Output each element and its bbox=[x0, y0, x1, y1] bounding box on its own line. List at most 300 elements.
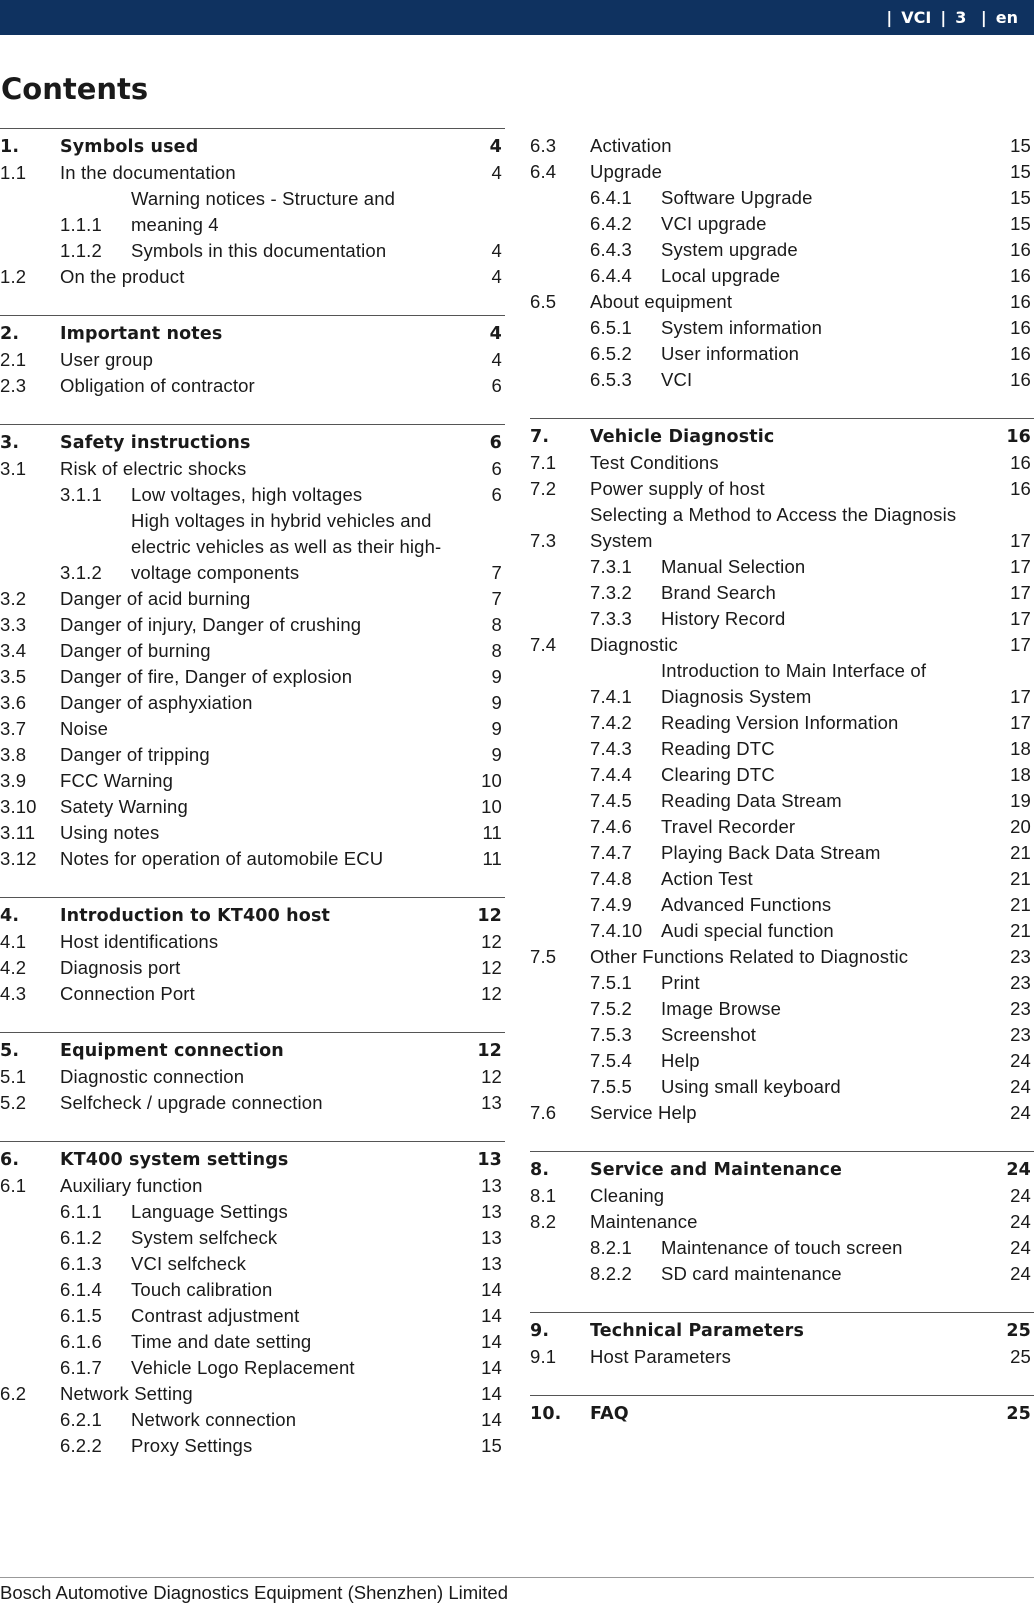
toc-entry-page: 12 bbox=[481, 931, 502, 952]
toc-entry-title: Host identifications bbox=[60, 931, 219, 952]
toc-entry[interactable] bbox=[530, 341, 1034, 367]
toc-entry-page: 24 bbox=[1006, 1160, 1031, 1180]
toc-entry-title: Danger of asphyxiation bbox=[60, 692, 253, 713]
toc-entry[interactable] bbox=[530, 367, 1034, 393]
toc-entry-title: Language Settings bbox=[131, 1201, 288, 1222]
toc-entry-page: 24 bbox=[1010, 1211, 1031, 1232]
toc-entry[interactable] bbox=[530, 788, 1034, 814]
toc-entry-title: User information bbox=[661, 343, 800, 364]
toc-entry-title: Network Setting bbox=[60, 1383, 193, 1404]
toc-entry-title: Technical Parameters bbox=[590, 1321, 805, 1341]
toc-entry[interactable] bbox=[530, 996, 1034, 1022]
toc-section bbox=[0, 315, 505, 399]
toc-entry-title: Warning notices - Structure and meaning 4 bbox=[131, 188, 396, 235]
toc-entry-title: Low voltages, high voltages bbox=[131, 484, 363, 505]
toc-entry-page: 4 bbox=[489, 137, 502, 157]
toc-entry-number: 5. bbox=[0, 1041, 20, 1061]
toc-entry[interactable] bbox=[0, 638, 505, 664]
toc-entry[interactable] bbox=[530, 840, 1034, 866]
toc-entry-title: Audi special function bbox=[661, 920, 834, 941]
toc-entry-page: 13 bbox=[481, 1175, 502, 1196]
toc-entry-number: 7.4 bbox=[530, 634, 557, 655]
toc-entry[interactable] bbox=[530, 315, 1034, 341]
toc-entry-title: In the documentation bbox=[60, 162, 236, 183]
header-product: VCI bbox=[901, 8, 932, 27]
toc-entry[interactable] bbox=[530, 185, 1034, 211]
toc-entry-page: 7 bbox=[491, 562, 502, 583]
toc-entry-title: Important notes bbox=[60, 324, 223, 344]
toc-entry[interactable] bbox=[0, 664, 505, 690]
toc-entry-title: Connection Port bbox=[60, 983, 195, 1004]
toc-entry-page: 14 bbox=[481, 1331, 502, 1352]
toc-entry-title: Print bbox=[661, 972, 700, 993]
toc-entry[interactable] bbox=[530, 892, 1034, 918]
footer-company: Bosch Automotive Diagnostics Equipment (Shenzhen) Limited bbox=[0, 1582, 508, 1603]
toc-entry-page: 25 bbox=[1010, 1346, 1031, 1367]
toc-entry-title: Power supply of host bbox=[590, 478, 765, 499]
toc-entry-number: 3.12 bbox=[0, 848, 37, 869]
toc-entry[interactable] bbox=[530, 159, 1034, 185]
toc-chapter-entry[interactable] bbox=[0, 134, 505, 160]
toc-entry-page: 21 bbox=[1010, 868, 1031, 889]
toc-entry-title: Advanced Functions bbox=[661, 894, 832, 915]
toc-entry-number: 6.5 bbox=[530, 291, 557, 312]
toc-entry[interactable] bbox=[530, 133, 1034, 159]
toc-chapter-entry[interactable] bbox=[530, 1157, 1034, 1183]
toc-entry-number: 6.1.7 bbox=[60, 1357, 102, 1378]
toc-entry-title: Maintenance bbox=[590, 1211, 698, 1232]
toc-entry-number: 7.4.6 bbox=[590, 816, 632, 837]
toc-entry-title: System upgrade bbox=[661, 239, 798, 260]
toc-entry[interactable] bbox=[530, 1261, 1034, 1287]
toc-entry[interactable] bbox=[0, 1329, 505, 1355]
toc-entry-number: 5.2 bbox=[0, 1092, 27, 1113]
toc-entry[interactable] bbox=[0, 929, 505, 955]
toc-entry-number: 3.2 bbox=[0, 588, 27, 609]
toc-entry-title: Danger of burning bbox=[60, 640, 211, 661]
toc-entry-number: 3.10 bbox=[0, 796, 37, 817]
toc-entry-number: 3.9 bbox=[0, 770, 27, 791]
toc-entry[interactable] bbox=[530, 606, 1034, 632]
toc-entry[interactable] bbox=[530, 632, 1034, 658]
toc-entry-page: 13 bbox=[481, 1227, 502, 1248]
toc-entry-title: Danger of fire, Danger of explosion bbox=[60, 666, 353, 687]
toc-entry-number: 7.4.10 bbox=[590, 920, 643, 941]
toc-entry-page: 23 bbox=[1010, 1024, 1031, 1045]
toc-entry-page: 17 bbox=[1010, 608, 1031, 629]
header-language: en bbox=[995, 8, 1018, 27]
toc-entry-number: 8.2 bbox=[530, 1211, 557, 1232]
toc-entry-title: Reading DTC bbox=[661, 738, 775, 759]
toc-entry-title: Noise bbox=[60, 718, 109, 739]
toc-entry-number: 4.2 bbox=[0, 957, 27, 978]
toc-entry-number: 6.4.1 bbox=[590, 187, 632, 208]
toc-entry[interactable] bbox=[530, 450, 1034, 476]
toc-entry-number: 7.3.1 bbox=[590, 556, 632, 577]
toc-entry-number: 8. bbox=[530, 1160, 550, 1180]
toc-entry-title: Local upgrade bbox=[661, 265, 781, 286]
header-separator: | bbox=[975, 8, 987, 27]
toc-entry-number: 3.4 bbox=[0, 640, 27, 661]
toc-entry-page: 8 bbox=[491, 614, 502, 635]
toc-entry-number: 6.1.4 bbox=[60, 1279, 102, 1300]
toc-entry-number: 10. bbox=[530, 1404, 562, 1424]
toc-entry-number: 7.4.4 bbox=[590, 764, 632, 785]
toc-entry[interactable] bbox=[0, 1173, 505, 1199]
toc-entry-page: 13 bbox=[481, 1092, 502, 1113]
toc-entry-title: Reading Data Stream bbox=[661, 790, 842, 811]
toc-section bbox=[530, 128, 1034, 393]
toc-entry-page: 24 bbox=[1010, 1050, 1031, 1071]
toc-entry[interactable] bbox=[530, 762, 1034, 788]
toc-entry-title: Proxy Settings bbox=[131, 1435, 253, 1456]
toc-entry[interactable] bbox=[530, 736, 1034, 762]
header-page-number: 3 bbox=[955, 8, 967, 27]
toc-chapter-entry[interactable] bbox=[530, 424, 1034, 450]
toc-entry-title: Using notes bbox=[60, 822, 160, 843]
toc-entry-number: 6.5.3 bbox=[590, 369, 632, 390]
toc-entry[interactable] bbox=[0, 373, 505, 399]
toc-entry-number: 6.1.3 bbox=[60, 1253, 102, 1274]
toc-chapter-entry[interactable] bbox=[0, 430, 505, 456]
toc-entry-page: 14 bbox=[481, 1279, 502, 1300]
toc-entry-number: 7.3.3 bbox=[590, 608, 632, 629]
toc-entry-title: FCC Warning bbox=[60, 770, 174, 791]
toc-entry-title: Playing Back Data Stream bbox=[661, 842, 881, 863]
toc-entry-page: 11 bbox=[482, 822, 502, 843]
toc-entry-number: 9.1 bbox=[530, 1346, 557, 1367]
toc-entry-title: Selecting a Method to Access the Diagnosis System bbox=[590, 504, 957, 551]
toc-entry-page: 23 bbox=[1010, 998, 1031, 1019]
page-title: Contents bbox=[1, 72, 149, 106]
toc-entry-title: Notes for operation of automobile ECU bbox=[60, 848, 384, 869]
toc-entry-number: 7.5 bbox=[530, 946, 557, 967]
toc-entry-title: Screenshot bbox=[661, 1024, 757, 1045]
toc-entry[interactable] bbox=[530, 502, 1034, 554]
toc-entry-number: 7.4.3 bbox=[590, 738, 632, 759]
toc-entry-title: Risk of electric shocks bbox=[60, 458, 247, 479]
toc-entry-page: 24 bbox=[1010, 1263, 1031, 1284]
toc-entry-page: 17 bbox=[1010, 582, 1031, 603]
toc-entry[interactable] bbox=[530, 1235, 1034, 1261]
toc-entry-page: 16 bbox=[1010, 452, 1031, 473]
toc-entry-number: 6.3 bbox=[530, 135, 557, 156]
toc-entry-title: Time and date setting bbox=[131, 1331, 312, 1352]
toc-entry-title: Test Conditions bbox=[590, 452, 719, 473]
toc-entry[interactable] bbox=[0, 347, 505, 373]
toc-entry-number: 6.5.2 bbox=[590, 343, 632, 364]
toc-entry[interactable] bbox=[0, 160, 505, 186]
toc-entry-title: Equipment connection bbox=[60, 1041, 284, 1061]
toc-entry[interactable] bbox=[0, 1251, 505, 1277]
toc-entry-page: 14 bbox=[481, 1409, 502, 1430]
toc-section bbox=[0, 897, 505, 1007]
toc-entry-page: 12 bbox=[477, 1041, 502, 1061]
toc-entry-page: 18 bbox=[1010, 738, 1031, 759]
toc-entry[interactable] bbox=[0, 1381, 505, 1407]
toc-entry-title: Danger of tripping bbox=[60, 744, 210, 765]
toc-entry[interactable] bbox=[0, 1355, 505, 1381]
toc-entry-title: Introduction to KT400 host bbox=[60, 906, 331, 926]
toc-entry-page: 16 bbox=[1010, 317, 1031, 338]
toc-entry[interactable] bbox=[530, 1022, 1034, 1048]
toc-entry[interactable] bbox=[0, 1303, 505, 1329]
toc-entry-number: 7.4.5 bbox=[590, 790, 632, 811]
toc-entry[interactable] bbox=[530, 289, 1034, 315]
toc-entry-page: 16 bbox=[1010, 291, 1031, 312]
toc-entry[interactable] bbox=[0, 690, 505, 716]
toc-entry-title: Upgrade bbox=[590, 161, 663, 182]
toc-entry[interactable] bbox=[0, 1407, 505, 1433]
toc-entry-page: 4 bbox=[491, 162, 502, 183]
toc-entry-page: 25 bbox=[1006, 1404, 1031, 1424]
toc-entry-number: 4. bbox=[0, 906, 20, 926]
toc-entry-number: 8.1 bbox=[530, 1185, 557, 1206]
toc-entry-title: Action Test bbox=[661, 868, 753, 889]
toc-entry-page: 16 bbox=[1010, 265, 1031, 286]
toc-entry[interactable] bbox=[0, 742, 505, 768]
toc-entry[interactable] bbox=[0, 1225, 505, 1251]
toc-entry-title: Reading Version Information bbox=[661, 712, 899, 733]
toc-entry-page: 23 bbox=[1010, 946, 1031, 967]
toc-entry-page: 12 bbox=[477, 906, 502, 926]
toc-column-left bbox=[0, 128, 505, 1459]
toc-entry-page: 9 bbox=[491, 718, 502, 739]
toc-entry-page: 6 bbox=[491, 458, 502, 479]
toc-entry[interactable] bbox=[530, 1048, 1034, 1074]
toc-entry[interactable] bbox=[530, 944, 1034, 970]
toc-entry-title: Vehicle Logo Replacement bbox=[131, 1357, 355, 1378]
header-bar bbox=[0, 0, 1034, 35]
toc-entry-number: 3.3 bbox=[0, 614, 27, 635]
toc-entry-page: 16 bbox=[1010, 369, 1031, 390]
toc-entry[interactable] bbox=[0, 1199, 505, 1225]
toc-entry-title: Diagnostic bbox=[590, 634, 678, 655]
toc-entry[interactable] bbox=[0, 456, 505, 482]
toc-entry[interactable] bbox=[0, 186, 505, 238]
toc-section bbox=[0, 1032, 505, 1116]
toc-entry[interactable] bbox=[0, 612, 505, 638]
toc-entry[interactable] bbox=[530, 1344, 1034, 1370]
toc-entry-page: 24 bbox=[1010, 1102, 1031, 1123]
toc-entry-number: 1.1.1 bbox=[60, 214, 102, 235]
toc-entry[interactable] bbox=[530, 554, 1034, 580]
toc-chapter-entry[interactable] bbox=[530, 1401, 1034, 1427]
toc-entry-page: 9 bbox=[491, 692, 502, 713]
toc-entry[interactable] bbox=[0, 1433, 505, 1459]
toc-entry[interactable] bbox=[530, 866, 1034, 892]
toc-entry-title: Travel Recorder bbox=[661, 816, 796, 837]
toc-entry-number: 6.4.2 bbox=[590, 213, 632, 234]
toc-entry-page: 21 bbox=[1010, 894, 1031, 915]
toc-entry-page: 4 bbox=[491, 240, 502, 261]
toc-entry[interactable] bbox=[0, 846, 505, 872]
toc-entry[interactable] bbox=[530, 658, 1034, 710]
toc-entry-title: Other Functions Related to Diagnostic bbox=[590, 946, 909, 967]
toc-chapter-entry[interactable] bbox=[0, 1147, 505, 1173]
toc-entry-page: 8 bbox=[491, 640, 502, 661]
toc-entry-title: Selfcheck / upgrade connection bbox=[60, 1092, 323, 1113]
toc-entry[interactable] bbox=[0, 768, 505, 794]
toc-entry-title: Obligation of contractor bbox=[60, 375, 255, 396]
toc-entry-page: 4 bbox=[489, 324, 502, 344]
toc-section bbox=[530, 1395, 1034, 1427]
toc-entry-number: 7.5.1 bbox=[590, 972, 632, 993]
toc-chapter-entry[interactable] bbox=[0, 321, 505, 347]
toc-entry[interactable] bbox=[530, 1183, 1034, 1209]
toc-entry[interactable] bbox=[0, 716, 505, 742]
toc-entry-number: 1.1.2 bbox=[60, 240, 102, 261]
toc-entry-number: 4.1 bbox=[0, 931, 27, 952]
toc-entry-page: 16 bbox=[1010, 239, 1031, 260]
toc-entry[interactable] bbox=[0, 820, 505, 846]
toc-chapter-entry[interactable] bbox=[530, 1318, 1034, 1344]
toc-entry[interactable] bbox=[530, 211, 1034, 237]
toc-entry-page: 15 bbox=[1010, 161, 1031, 182]
toc-entry-page: 17 bbox=[1010, 712, 1031, 733]
toc-entry-number: 7.5.5 bbox=[590, 1076, 632, 1097]
toc-section bbox=[530, 418, 1034, 1126]
toc-entry-number: 3.1 bbox=[0, 458, 27, 479]
toc-entry-page: 20 bbox=[1010, 816, 1031, 837]
toc-entry-title: System selfcheck bbox=[131, 1227, 278, 1248]
toc-entry-number: 1.1 bbox=[0, 162, 27, 183]
toc-entry-title: Symbols in this documentation bbox=[131, 240, 387, 261]
toc-entry-page: 9 bbox=[491, 666, 502, 687]
toc-section bbox=[0, 1141, 505, 1459]
toc-entry[interactable] bbox=[530, 710, 1034, 736]
toc-entry[interactable] bbox=[530, 918, 1034, 944]
toc-entry-title: Help bbox=[661, 1050, 700, 1071]
toc-entry-page: 4 bbox=[491, 349, 502, 370]
toc-entry-title: Vehicle Diagnostic bbox=[590, 427, 775, 447]
toc-chapter-entry[interactable] bbox=[0, 903, 505, 929]
footer-divider bbox=[0, 1577, 1034, 1578]
toc-entry-number: 6.5.1 bbox=[590, 317, 632, 338]
toc-entry-title: History Record bbox=[661, 608, 786, 629]
toc-entry-title: Using small keyboard bbox=[661, 1076, 841, 1097]
toc-entry[interactable] bbox=[0, 1064, 505, 1090]
toc-entry[interactable] bbox=[530, 1074, 1034, 1100]
toc-entry-number: 6.1.6 bbox=[60, 1331, 102, 1352]
toc-entry-title: Network connection bbox=[131, 1409, 297, 1430]
toc-entry-title: System information bbox=[661, 317, 823, 338]
toc-entry[interactable] bbox=[530, 1100, 1034, 1126]
toc-entry-page: 14 bbox=[481, 1305, 502, 1326]
toc-entry[interactable] bbox=[530, 814, 1034, 840]
toc-entry-title: High voltages in hybrid vehicles and electric vehicles as well as their high-voltage components bbox=[131, 510, 442, 583]
toc-entry[interactable] bbox=[530, 237, 1034, 263]
toc-entry-number: 3. bbox=[0, 433, 20, 453]
toc-entry-page: 10 bbox=[481, 770, 502, 791]
toc-entry-number: 7.3 bbox=[530, 530, 557, 551]
toc-entry-page: 6 bbox=[491, 484, 502, 505]
toc-entry[interactable] bbox=[0, 264, 505, 290]
toc-entry-page: 7 bbox=[491, 588, 502, 609]
toc-entry-title: Introduction to Main Interface of Diagnosis System bbox=[661, 660, 927, 707]
toc-entry[interactable] bbox=[530, 580, 1034, 606]
toc-entry-page: 15 bbox=[1010, 213, 1031, 234]
toc-entry[interactable] bbox=[530, 970, 1034, 996]
toc-entry[interactable] bbox=[0, 586, 505, 612]
toc-entry-title: Touch calibration bbox=[131, 1279, 273, 1300]
toc-entry-page: 13 bbox=[477, 1150, 502, 1170]
toc-entry[interactable] bbox=[530, 1209, 1034, 1235]
toc-entry-page: 23 bbox=[1010, 972, 1031, 993]
toc-entry-page: 21 bbox=[1010, 842, 1031, 863]
toc-entry-title: Diagnostic connection bbox=[60, 1066, 245, 1087]
toc-entry-number: 4.3 bbox=[0, 983, 27, 1004]
toc-entry-number: 8.2.2 bbox=[590, 1263, 632, 1284]
toc-entry[interactable] bbox=[0, 508, 505, 586]
toc-entry-page: 11 bbox=[482, 848, 502, 869]
toc-entry-number: 6.2.1 bbox=[60, 1409, 102, 1430]
header-breadcrumb bbox=[886, 0, 1018, 35]
toc-entry-title: Brand Search bbox=[661, 582, 776, 603]
toc-entry[interactable] bbox=[0, 482, 505, 508]
toc-entry-number: 6.1.5 bbox=[60, 1305, 102, 1326]
toc-entry-number: 1. bbox=[0, 137, 20, 157]
toc-entry[interactable] bbox=[0, 955, 505, 981]
toc-entry-page: 15 bbox=[481, 1435, 502, 1456]
toc-entry-page: 24 bbox=[1010, 1237, 1031, 1258]
toc-entry-page: 16 bbox=[1010, 478, 1031, 499]
toc-entry-number: 2.3 bbox=[0, 375, 27, 396]
toc-entry-page: 18 bbox=[1010, 764, 1031, 785]
toc-entry-title: Host Parameters bbox=[590, 1346, 732, 1367]
toc-entry-number: 7.4.2 bbox=[590, 712, 632, 733]
toc-entry-page: 17 bbox=[1010, 686, 1031, 707]
toc-entry[interactable] bbox=[530, 263, 1034, 289]
toc-entry-number: 6.2 bbox=[0, 1383, 27, 1404]
toc-entry-number: 3.8 bbox=[0, 744, 27, 765]
toc-entry-page: 16 bbox=[1006, 427, 1031, 447]
toc-entry-number: 7.5.4 bbox=[590, 1050, 632, 1071]
toc-entry-number: 7.6 bbox=[530, 1102, 557, 1123]
toc-entry-number: 3.6 bbox=[0, 692, 27, 713]
toc-entry-title: Danger of injury, Danger of crushing bbox=[60, 614, 362, 635]
toc-entry-title: Clearing DTC bbox=[661, 764, 775, 785]
toc-entry-page: 25 bbox=[1006, 1321, 1031, 1341]
toc-entry[interactable] bbox=[0, 794, 505, 820]
toc-entry[interactable] bbox=[0, 1090, 505, 1116]
toc-entry-title: FAQ bbox=[590, 1404, 629, 1424]
toc-entry-page: 12 bbox=[481, 983, 502, 1004]
toc-entry-title: SD card maintenance bbox=[661, 1263, 842, 1284]
toc-section bbox=[530, 1151, 1034, 1287]
toc-entry-title: Diagnosis port bbox=[60, 957, 181, 978]
toc-entry[interactable] bbox=[0, 238, 505, 264]
toc-entry-number: 7.1 bbox=[530, 452, 557, 473]
toc-entry-number: 3.11 bbox=[0, 822, 36, 843]
toc-entry-number: 2. bbox=[0, 324, 20, 344]
toc-entry-title: VCI upgrade bbox=[661, 213, 767, 234]
toc-entry-number: 6.4 bbox=[530, 161, 557, 182]
toc-entry-number: 6.1.2 bbox=[60, 1227, 102, 1248]
toc-entry-page: 24 bbox=[1010, 1076, 1031, 1097]
toc-entry-page: 24 bbox=[1010, 1185, 1031, 1206]
toc-section bbox=[530, 1312, 1034, 1370]
toc-entry-title: Maintenance of touch screen bbox=[661, 1237, 903, 1258]
toc-entry[interactable] bbox=[0, 1277, 505, 1303]
toc-entry[interactable] bbox=[530, 476, 1034, 502]
toc-entry-page: 6 bbox=[489, 433, 502, 453]
toc-entry-title: About equipment bbox=[590, 291, 733, 312]
toc-chapter-entry[interactable] bbox=[0, 1038, 505, 1064]
toc-entry-number: 5.1 bbox=[0, 1066, 27, 1087]
toc-entry[interactable] bbox=[0, 981, 505, 1007]
toc-entry-title: Contrast adjustment bbox=[131, 1305, 300, 1326]
